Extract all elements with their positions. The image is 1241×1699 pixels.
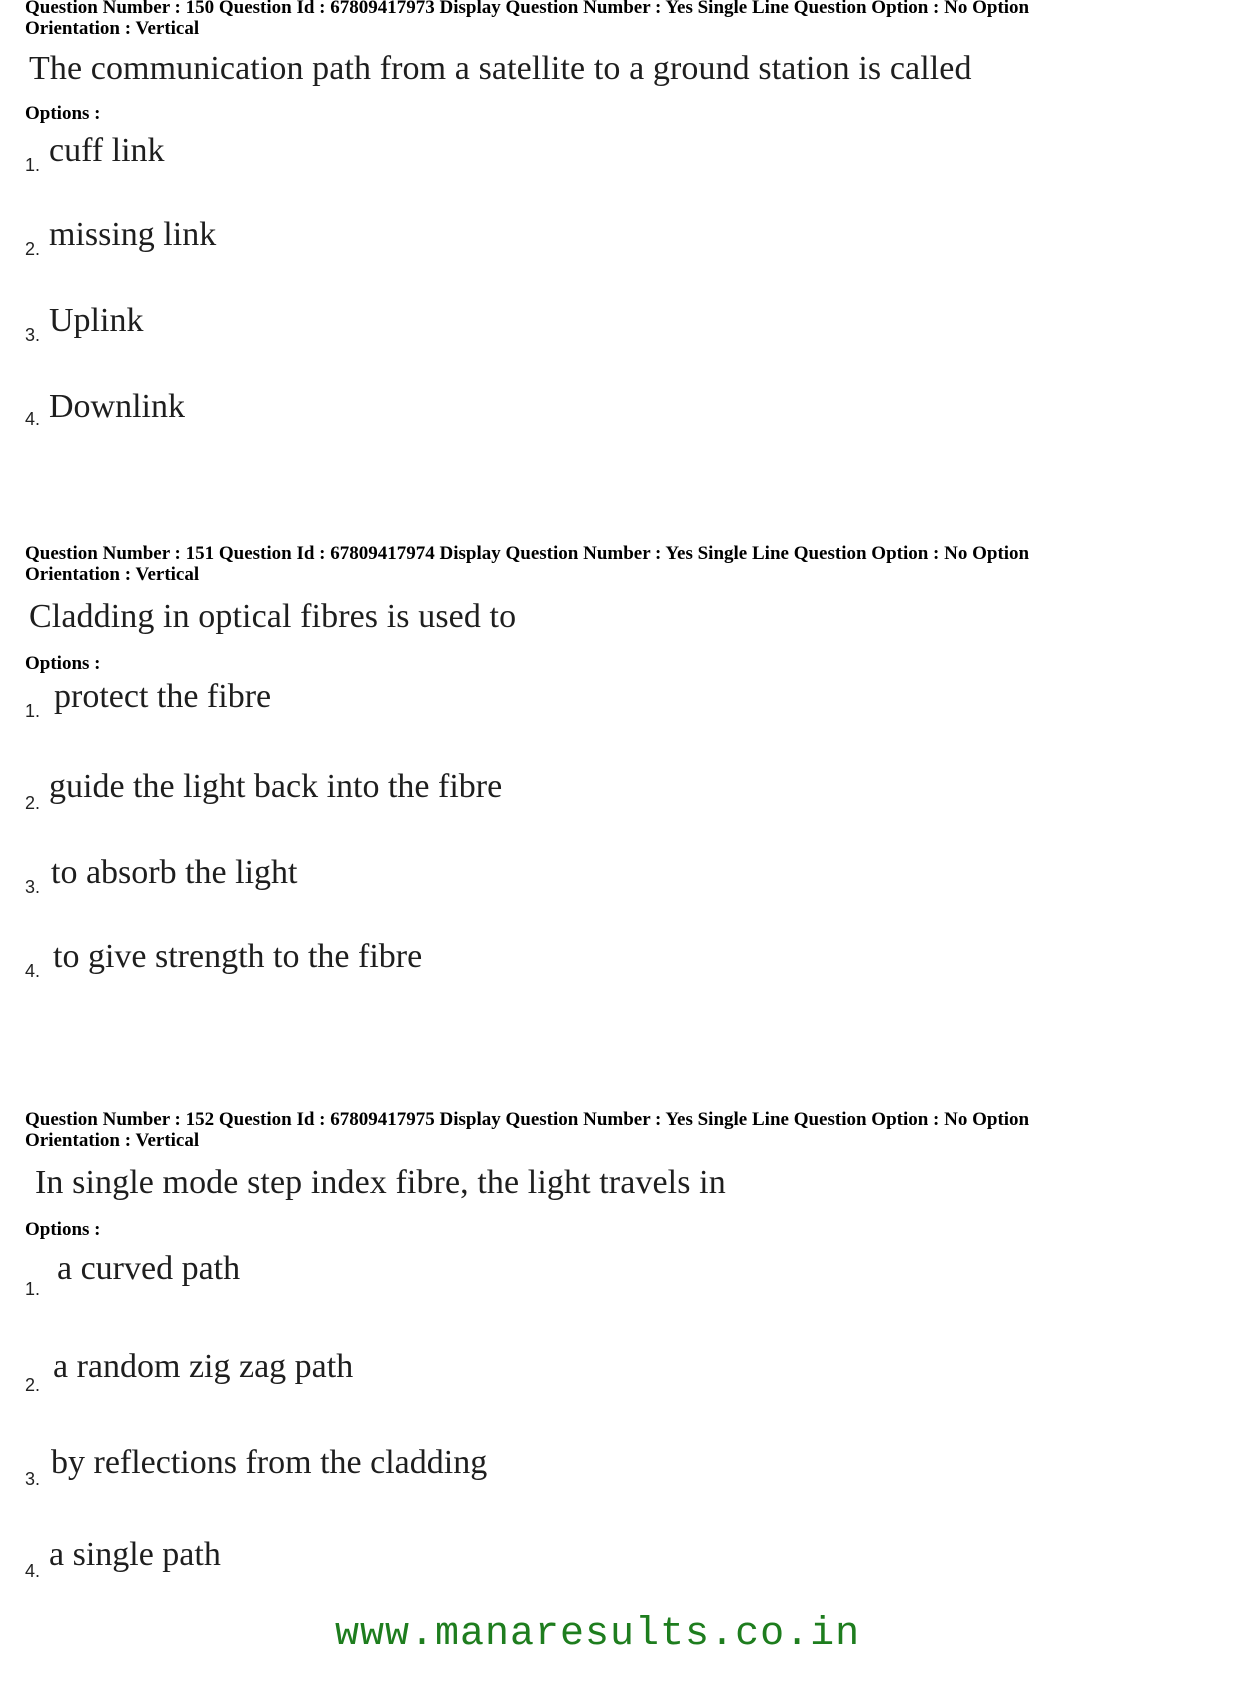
option-item[interactable] (25, 302, 1215, 401)
question-header-line1: Question Number : 152 Question Id : 67809417975 Display Question Number : Yes Single Line Question Option : No Option (25, 1109, 1030, 1130)
option-number: 3. (25, 1469, 41, 1489)
options-list (25, 1241, 1215, 1603)
website-watermark: www.manaresults.co.in (335, 1612, 861, 1657)
option-text: protect the fibre (54, 678, 272, 715)
option-item[interactable] (25, 768, 1215, 861)
option-number: 1. (25, 1279, 41, 1299)
question-header-line1: Question Number : 150 Question Id : 67809417973 Display Question Number : Yes Single Line Question Option : No Option (25, 0, 1030, 18)
options-label: Options : (25, 1219, 101, 1240)
question-text: Cladding in optical fibres is used to (29, 598, 517, 635)
options-list (25, 675, 1215, 1037)
option-text: a single path (49, 1536, 221, 1573)
question-header (25, 543, 1215, 585)
option-item[interactable] (25, 1345, 1215, 1447)
question-block-152 (25, 1109, 1215, 1603)
option-text: to give strength to the fibre (53, 938, 423, 975)
options-label: Options : (25, 653, 101, 674)
option-number: 4. (25, 1561, 41, 1581)
question-header-line2: Orientation : Vertical (25, 18, 200, 39)
question-header (25, 0, 1215, 39)
question-text: The communication path from a satellite to a ground station is called (29, 50, 972, 87)
option-item[interactable] (25, 388, 1215, 493)
question-header-line1: Question Number : 151 Question Id : 67809417974 Display Question Number : Yes Single Line Question Option : No Option (25, 543, 1030, 564)
option-text: a random zig zag path (53, 1348, 354, 1385)
question-header (25, 1109, 1215, 1151)
question-text: In single mode step index fibre, the light travels in (35, 1164, 726, 1201)
option-number: 1. (25, 701, 41, 721)
option-text: cuff link (49, 132, 165, 169)
option-number: 1. (25, 155, 41, 175)
option-item[interactable] (25, 938, 1215, 1037)
option-text: Downlink (49, 388, 185, 425)
option-number: 2. (25, 1375, 41, 1395)
option-item[interactable] (25, 217, 1215, 309)
option-item[interactable] (25, 1444, 1215, 1543)
option-item[interactable] (25, 1536, 1215, 1603)
option-item[interactable] (25, 675, 1215, 773)
option-item[interactable] (25, 125, 1215, 217)
options-list (25, 125, 1215, 493)
question-block-150 (25, 0, 1215, 493)
question-header-line2: Orientation : Vertical (25, 1130, 200, 1151)
option-number: 3. (25, 325, 41, 345)
option-item[interactable] (25, 854, 1215, 949)
option-number: 4. (25, 961, 41, 981)
option-number: 3. (25, 877, 41, 897)
option-number: 2. (25, 239, 41, 259)
option-text: Uplink (49, 302, 144, 339)
question-block-151 (25, 543, 1215, 1037)
options-label: Options : (25, 103, 101, 124)
option-text: guide the light back into the fibre (49, 768, 503, 805)
question-header-line2: Orientation : Vertical (25, 564, 200, 585)
option-number: 2. (25, 793, 41, 813)
option-number: 4. (25, 409, 41, 429)
option-item[interactable] (25, 1241, 1215, 1345)
option-text: by reflections from the cladding (51, 1444, 488, 1481)
option-text: to absorb the light (51, 854, 298, 891)
option-text: missing link (49, 216, 217, 253)
option-text: a curved path (57, 1250, 241, 1287)
